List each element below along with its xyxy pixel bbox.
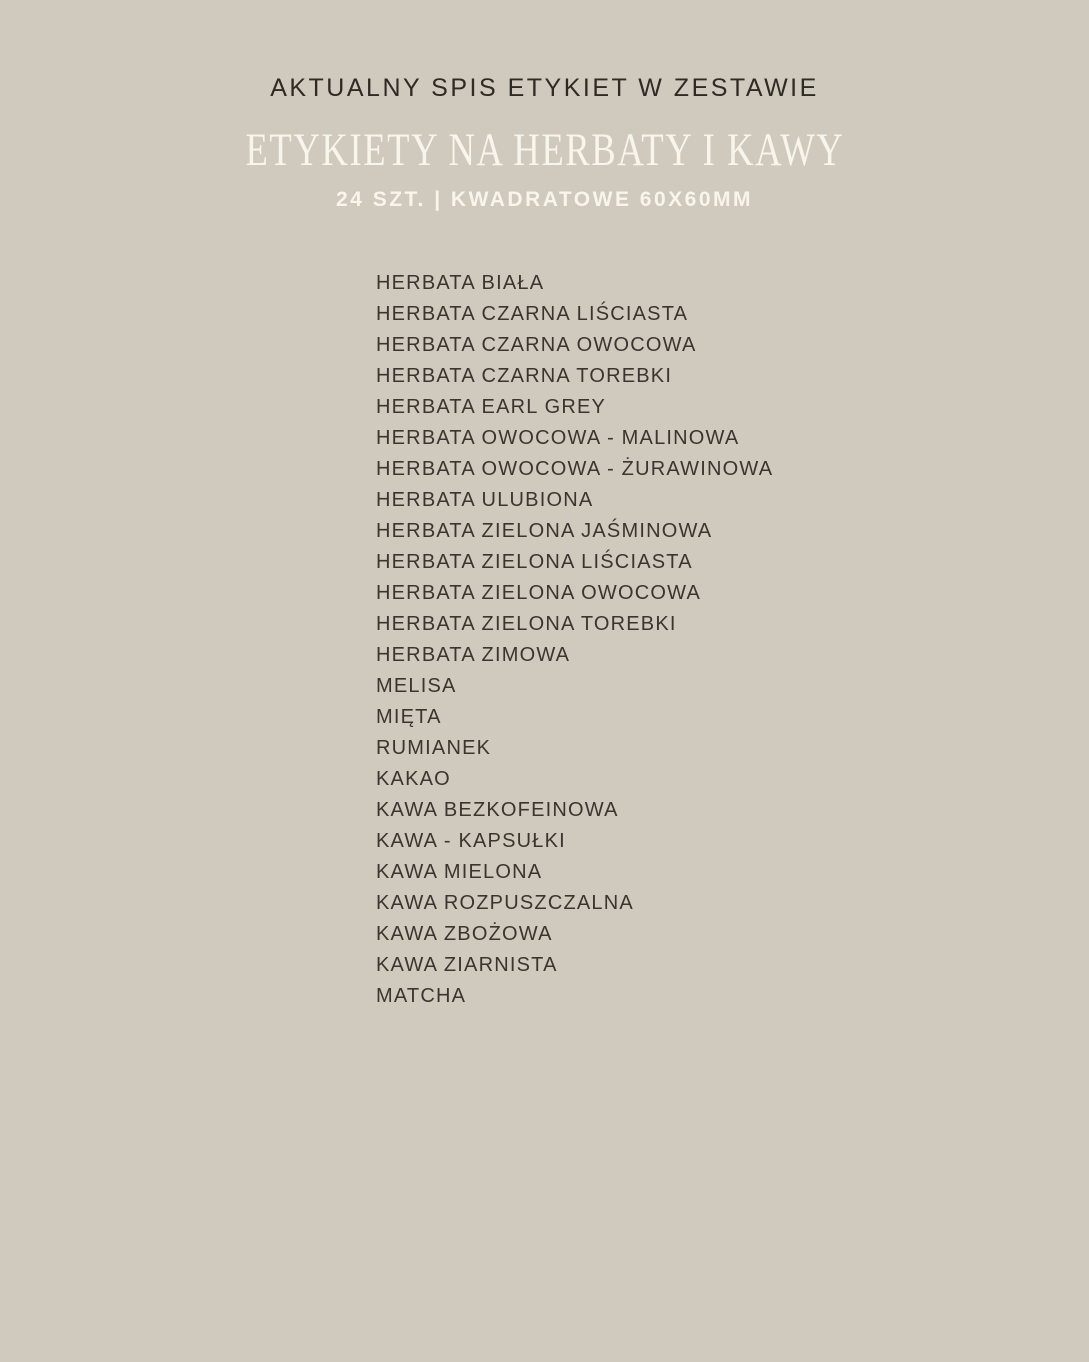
kicker-heading: AKTUALNY SPIS ETYKIET W ZESTAWIE bbox=[270, 74, 819, 102]
list-item: HERBATA ZIELONA LIŚCIASTA bbox=[376, 551, 693, 573]
list-item: MELISA bbox=[376, 675, 457, 697]
list-item: HERBATA ULUBIONA bbox=[376, 489, 594, 511]
list-item: HERBATA BIAŁA bbox=[376, 272, 545, 294]
list-item: MATCHA bbox=[376, 985, 467, 1007]
list-item: HERBATA OWOCOWA - ŻURAWINOWA bbox=[376, 458, 774, 480]
list-item: HERBATA CZARNA OWOCOWA bbox=[376, 334, 697, 356]
list-item: KAWA - KAPSUŁKI bbox=[376, 830, 566, 852]
list-item: HERBATA CZARNA LIŚCIASTA bbox=[376, 303, 689, 325]
page-title-wrap bbox=[0, 124, 1089, 176]
list-item: HERBATA EARL GREY bbox=[376, 396, 607, 418]
list-item: HERBATA CZARNA TOREBKI bbox=[376, 365, 673, 387]
list-item: HERBATA ZIELONA OWOCOWA bbox=[376, 582, 702, 604]
list-item: KAKAO bbox=[376, 768, 451, 790]
list-item: KAWA ZBOŻOWA bbox=[376, 923, 553, 945]
subtitle: 24 SZT. | KWADRATOWE 60X60MM bbox=[336, 188, 753, 211]
list-item: MIĘTA bbox=[376, 706, 442, 728]
list-item: KAWA BEZKOFEINOWA bbox=[376, 799, 619, 821]
list-item: RUMIANEK bbox=[376, 737, 492, 759]
list-item: KAWA ZIARNISTA bbox=[376, 954, 558, 976]
label-list bbox=[376, 268, 773, 1012]
list-item: HERBATA ZIELONA JAŚMINOWA bbox=[376, 520, 713, 542]
list-item: KAWA MIELONA bbox=[376, 861, 543, 883]
list-item: HERBATA ZIMOWA bbox=[376, 644, 571, 666]
page-title: ETYKIETY NA HERBATY I KAWY bbox=[245, 124, 844, 176]
list-item: HERBATA OWOCOWA - MALINOWA bbox=[376, 427, 740, 449]
list-item: HERBATA ZIELONA TOREBKI bbox=[376, 613, 677, 635]
list-item: KAWA ROZPUSZCZALNA bbox=[376, 892, 634, 914]
